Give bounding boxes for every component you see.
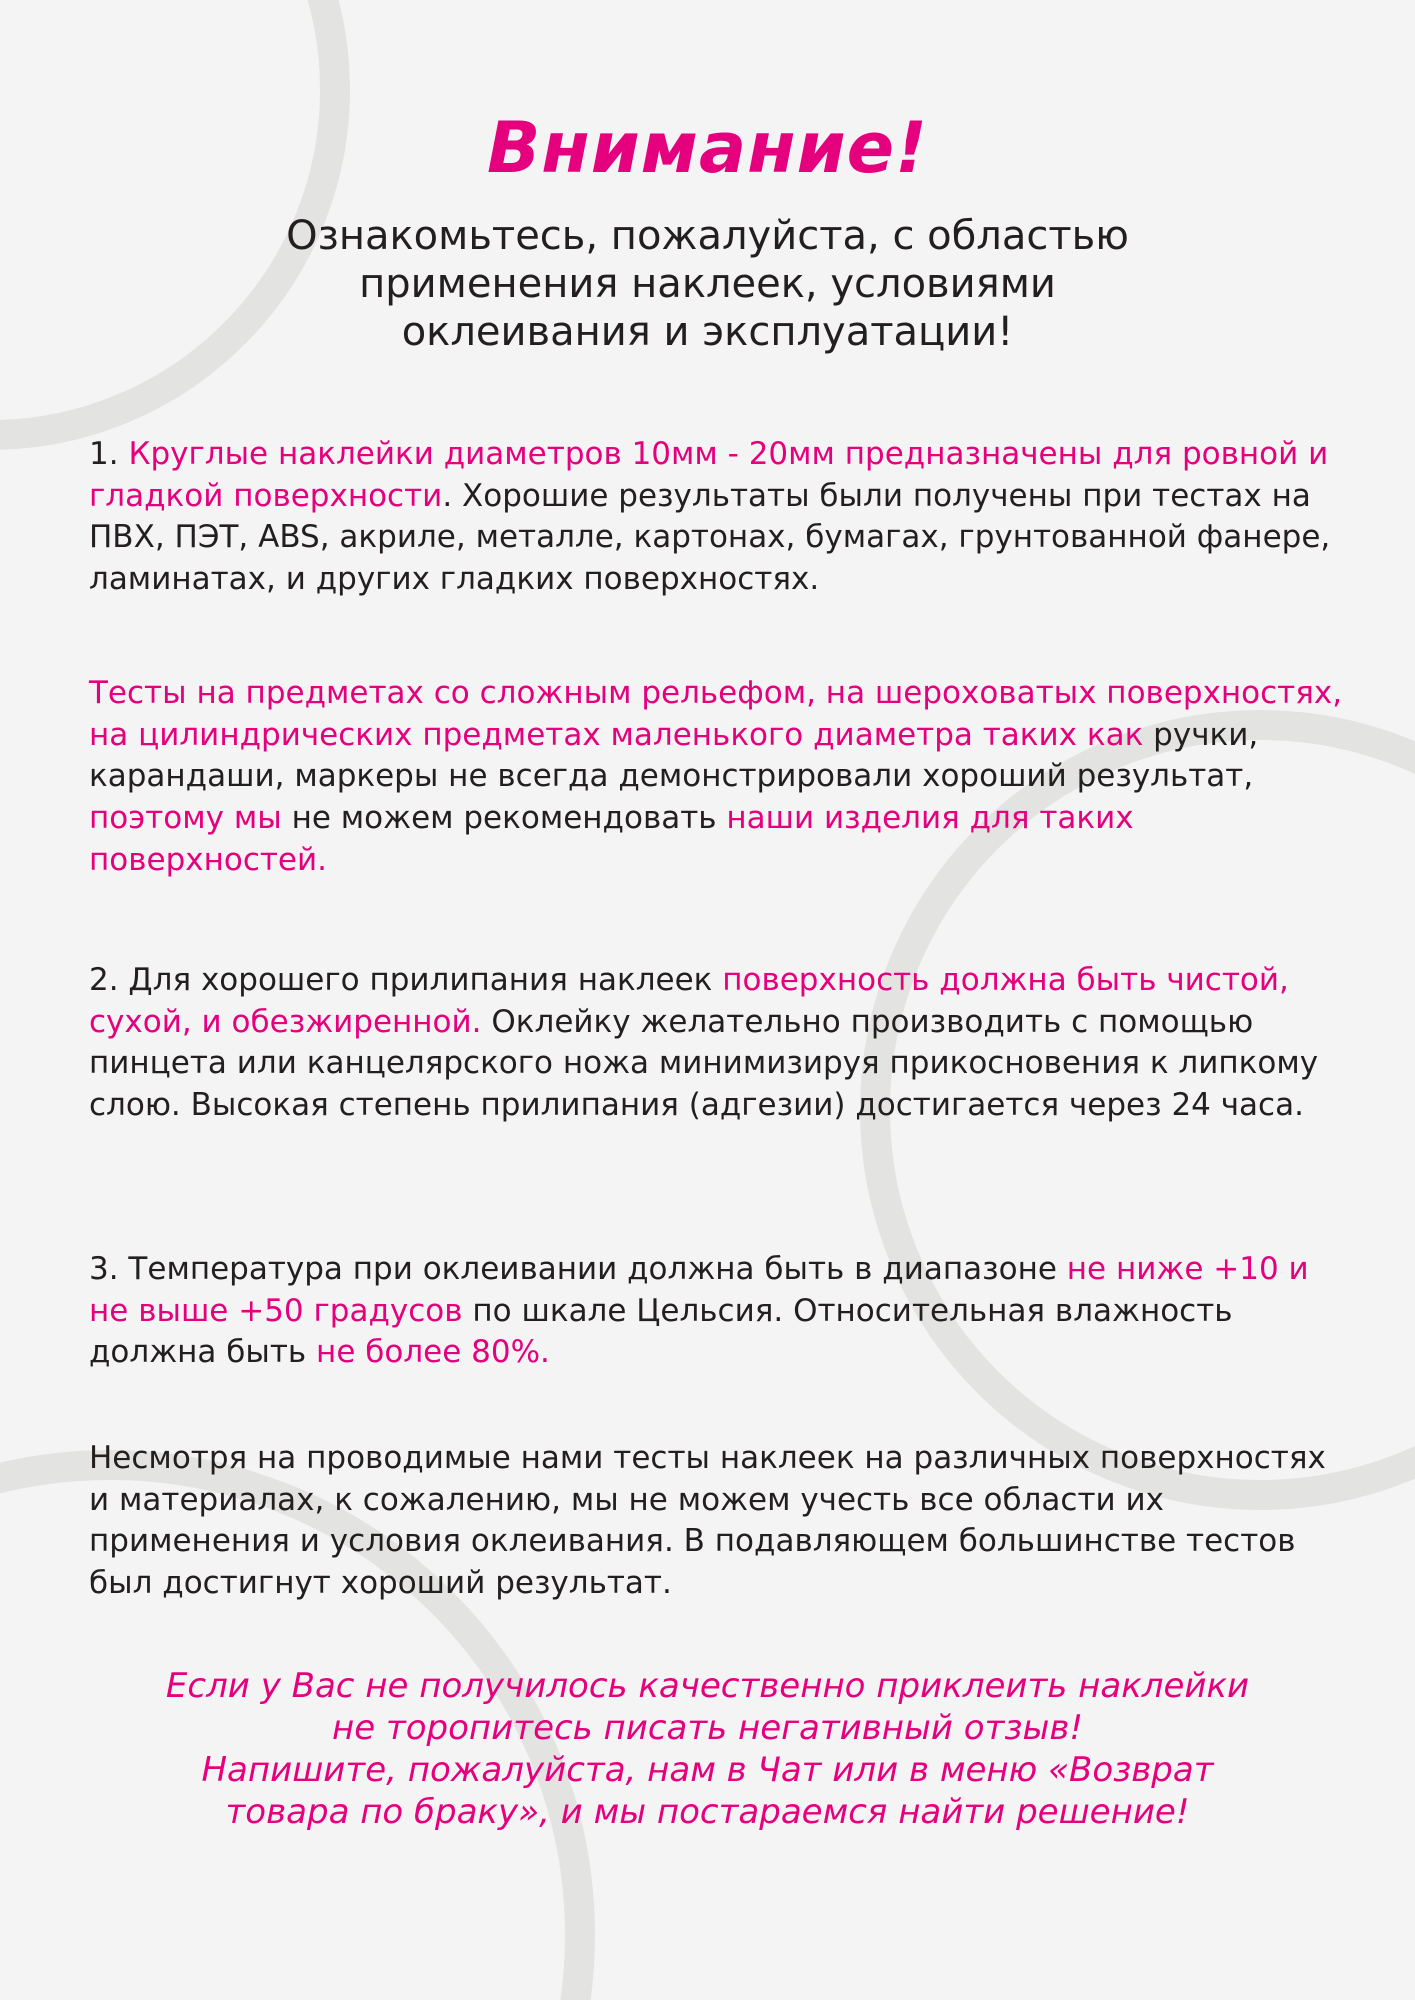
relief-text-1: ручки, карандаши, маркеры не всегда демонстрировали хороший результат, [89,716,1259,795]
section-1-text: . Хорошие результаты были получены при тестах на ПВХ, ПЭТ, ABS, акриле, металле, картонах, бумагах, грунтованной фанере, ламинатах, и других гладких поверхностях. [89,477,1331,598]
note-paragraph [89,1438,1351,1605]
closing-line: не торопитесь писать негативный отзыв! [331,1708,1083,1748]
page-title: Внимание! [486,107,929,189]
section-1-highlight: Круглые наклейки диаметров 10мм - 20мм предназначены для ровной и гладкой поверхности [89,436,1329,514]
section-3-highlight-1: не ниже +10 и не выше +50 градусов [89,1251,1309,1329]
note-text: Несмотря на проводимые нами тесты наклеек на различных поверхностях и материалах, к сожалению, мы не можем учесть все области их применения и условия оклеивания. В подавляющем большинстве тестов был достигнут хороший результат. [89,1440,1326,1602]
section-2-paragraph [89,960,1351,1127]
relief-paragraph [89,673,1351,882]
relief-highlight-3: наши изделия для таких поверхностей. [89,800,1134,878]
closing-line: Если у Вас не получилось качественно приклеить наклейки [165,1666,1250,1706]
relief-highlight-2: поэтому мы [89,800,282,837]
section-2-prefix: 2. Для хорошего прилипания наклеек [89,962,723,998]
closing-message [0,1665,1415,1833]
closing-line: товара по браку», и мы постараемся найти решение! [225,1792,1190,1832]
relief-text-2: не можем рекомендовать [281,800,727,837]
section-1-number: 1. [89,436,129,472]
subtitle-line: Ознакомьтесь, пожалуйста, с областью [286,213,1129,259]
section-2-text: Оклейку желательно производить с помощью пинцета или канцелярского ножа минимизируя прикосновения к липкому слою. Высокая степень прилипания (адгезии) достигается через 24 часа. [89,1003,1319,1124]
subtitle-line: оклеивания и эксплуатации! [401,309,1014,355]
section-3-paragraph [89,1249,1351,1374]
section-3-text: по шкале Цельсия. Относительная влажность должна быть [89,1292,1233,1371]
subtitle-line: применения наклеек, условиями [359,261,1056,307]
section-1-paragraph [89,434,1351,601]
relief-highlight-1: Тесты на предметах со сложным рельефом, на шероховатых поверхностях, на цилиндрических предметах маленького диаметра таких как [89,675,1343,753]
section-2-highlight: поверхность должна быть чистой, сухой, и обезжиренной. [89,962,1289,1040]
section-3-prefix: 3. Температура при оклеивании должна быть в диапазоне [89,1251,1067,1287]
subtitle [0,212,1415,356]
closing-line: Напишите, пожалуйста, нам в Чат или в меню «Возврат [201,1750,1214,1790]
section-3-highlight-2: не более 80%. [316,1334,550,1371]
